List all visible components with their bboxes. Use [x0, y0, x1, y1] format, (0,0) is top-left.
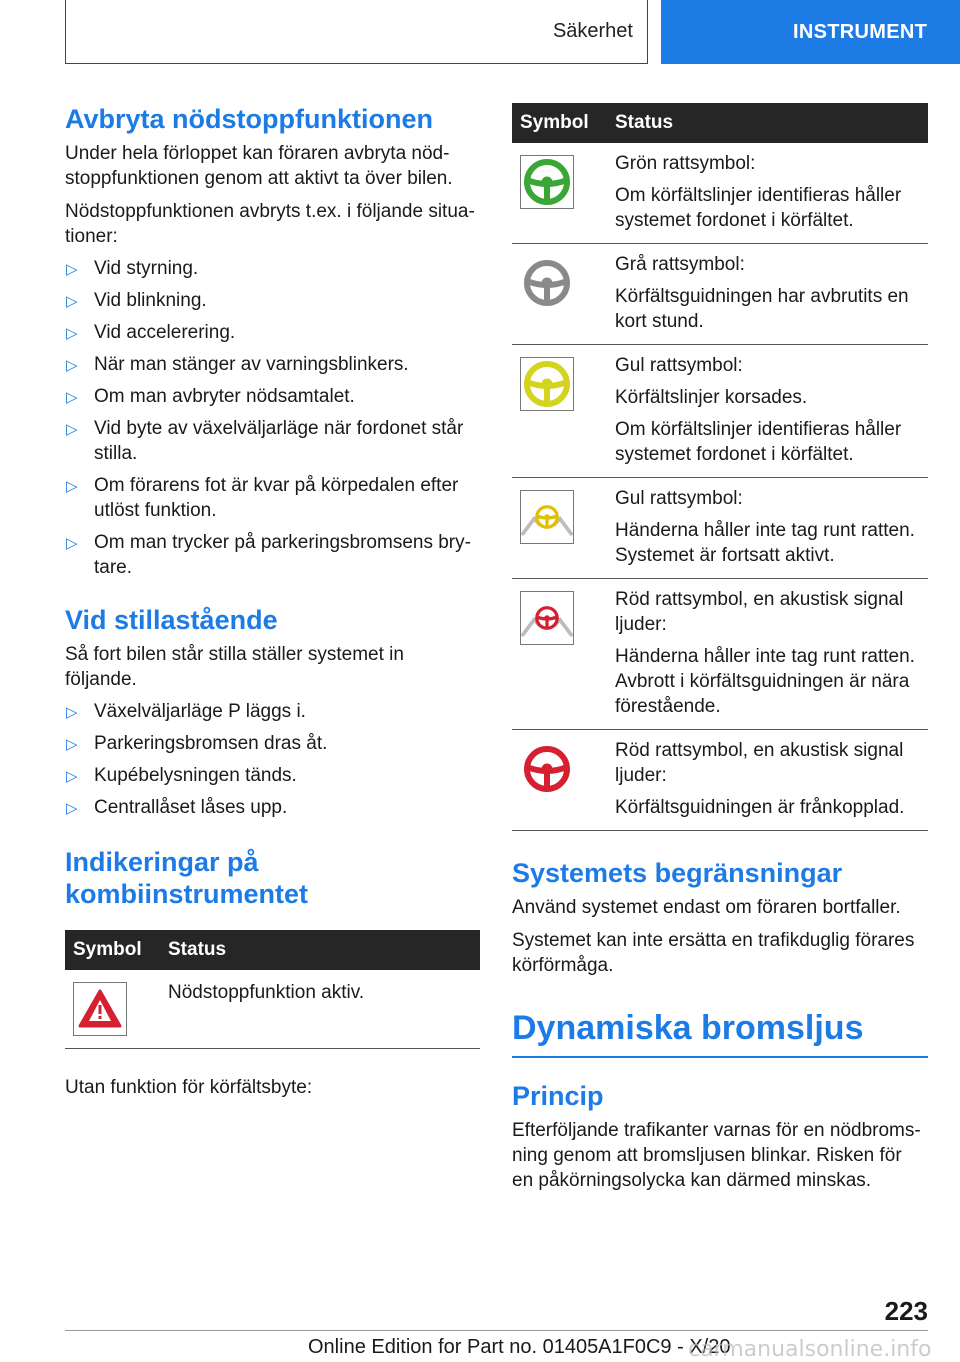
right-column [512, 103, 928, 1193]
list-item [65, 288, 480, 313]
bullet-triangle-icon: ▷ [66, 389, 78, 406]
standstill-paragraph: Så fort bilen står stilla ställer systemet in följande. [65, 644, 404, 690]
steering-wheel-gray-icon [520, 256, 574, 310]
principle-paragraph: Efterföljande trafikanter varnas för en nödbroms-ning genom att bromsljusen blinkar. Risken för en påkörningsolycka kan därmed minskas. [512, 1120, 921, 1191]
table-row [512, 730, 928, 831]
status-line: Händerna håller inte tag runt ratten. Avbrott i körfältsguidningen är nära förestående. [615, 646, 915, 717]
list-item [65, 731, 480, 756]
list-item-text: Om man avbryter nödsamtalet. [94, 386, 355, 407]
steering-wheel-hands-red-icon [520, 591, 574, 645]
brake-lights-heading: Dynamiska bromsljus [512, 1006, 928, 1058]
bullet-triangle-icon: ▷ [66, 768, 78, 785]
list-item-text: Vid styrning. [94, 258, 199, 279]
section-tab[interactable] [65, 0, 648, 64]
list-item-text: Växelväljarläge P läggs i. [94, 701, 306, 722]
emergency-stop-table [65, 930, 480, 1049]
bullet-triangle-icon: ▷ [66, 535, 78, 552]
standstill-heading: Vid stillastående [65, 605, 278, 635]
list-item-text: Om förarens fot är kvar på körpedalen efter utlöst funktion. [94, 475, 459, 521]
list-item-text: Vid blinkning. [94, 290, 207, 311]
col-symbol: Symbol [65, 930, 160, 970]
status-cell [607, 730, 928, 831]
edition-text: Online Edition for Part no. 01405A1F0C9 - X/20 [308, 1336, 731, 1358]
status-line: Om körfältslinjer identifieras håller systemet fordonet i körfältet. [615, 419, 902, 465]
list-item [65, 352, 480, 377]
steering-wheel-hands-yellow-icon [520, 490, 574, 544]
list-item-text: Parkeringsbromsen dras åt. [94, 733, 328, 754]
table-row [512, 579, 928, 730]
status-line: Om körfältslinjer identifieras håller systemet fordonet i körfältet. [615, 185, 902, 231]
bullet-triangle-icon: ▷ [66, 421, 78, 438]
bullet-triangle-icon: ▷ [66, 357, 78, 374]
list-item [65, 320, 480, 345]
section-tab-label: Säkerhet [552, 20, 633, 42]
chapter-tab-label: INSTRUMENT [793, 20, 928, 43]
steering-wheel-green-icon [520, 155, 574, 209]
page-number: 223 [884, 1296, 928, 1326]
status-line: Körfältsguidningen är frånkopplad. [615, 797, 905, 818]
footer-divider [65, 1330, 928, 1331]
bullet-triangle-icon: ▷ [66, 704, 78, 721]
no-lane-change-text: Utan funktion för körfältsbyte: [65, 1077, 313, 1098]
standstill-list [65, 699, 480, 820]
col-status: Status [160, 930, 480, 970]
lane-guidance-table [512, 103, 928, 831]
status-cell [607, 579, 928, 730]
principle-heading: Princip [512, 1081, 604, 1111]
status-cell [607, 143, 928, 244]
bullet-triangle-icon: ▷ [66, 293, 78, 310]
warning-triangle-icon [73, 982, 127, 1036]
list-item-text: Kupébelysningen tänds. [94, 765, 297, 786]
status-cell [607, 478, 928, 579]
table-row [65, 970, 480, 1049]
list-item [65, 530, 480, 580]
status-line: Grön rattsymbol: [615, 153, 756, 174]
list-item [65, 763, 480, 788]
abort-paragraph-2: Nödstoppfunktionen avbryts t.ex. i följande situa-tioner: [65, 201, 475, 247]
status-line: Röd rattsymbol, en akustisk signal ljuder: [615, 740, 904, 786]
status-cell [607, 244, 928, 345]
col-symbol: Symbol [512, 103, 607, 143]
list-item-text: Vid byte av växelväljarläge när fordonet står stilla. [94, 418, 464, 464]
limits-paragraph-1: Använd systemet endast om föraren bortfaller. [512, 897, 901, 918]
status-cell: Nödstoppfunktion aktiv. [160, 970, 480, 1049]
left-column [65, 103, 480, 1100]
col-status: Status [607, 103, 928, 143]
indicator-heading: Indikeringar på kombiinstrumentet [65, 847, 309, 909]
limits-paragraph-2: Systemet kan inte ersätta en trafikduglig förares körförmåga. [512, 930, 915, 976]
status-line: Gul rattsymbol: [615, 488, 743, 509]
steering-wheel-red-icon [520, 742, 574, 796]
bullet-triangle-icon: ▷ [66, 478, 78, 495]
abort-paragraph-1: Under hela förloppet kan föraren avbryta nöd-stoppfunktionen genom att aktivt ta över bilen. [65, 143, 453, 189]
status-line: Händerna håller inte tag runt ratten. Systemet är fortsatt aktivt. [615, 520, 915, 566]
abort-heading: Avbryta nödstoppfunktionen [65, 104, 433, 134]
list-item-text: Om man trycker på parkeringsbromsens bry-tare. [94, 532, 471, 578]
status-line: Röd rattsymbol, en akustisk signal ljuder: [615, 589, 904, 635]
list-item-text: Centrallåset låses upp. [94, 797, 288, 818]
bullet-triangle-icon: ▷ [66, 261, 78, 278]
list-item [65, 473, 480, 523]
list-item-text: Vid accelerering. [94, 322, 236, 343]
status-cell [607, 345, 928, 478]
abort-list [65, 256, 480, 580]
status-line: Grå rattsymbol: [615, 254, 745, 275]
status-line: Körfältslinjer korsades. [615, 387, 808, 408]
limits-heading: Systemets begränsningar [512, 858, 843, 888]
table-row [512, 478, 928, 579]
bullet-triangle-icon: ▷ [66, 736, 78, 753]
table-row [512, 143, 928, 244]
chapter-tab[interactable] [661, 0, 960, 64]
bullet-triangle-icon: ▷ [66, 325, 78, 342]
list-item-text: När man stänger av varningsblinkers. [94, 354, 409, 375]
list-item [65, 699, 480, 724]
table-row [512, 345, 928, 478]
list-item [65, 795, 480, 820]
list-item [65, 416, 480, 466]
list-item [65, 384, 480, 409]
watermark-text: carmanualsonline.info [688, 1337, 932, 1362]
table-row [512, 244, 928, 345]
status-line: Gul rattsymbol: [615, 355, 743, 376]
steering-wheel-yellow-icon [520, 357, 574, 411]
bullet-triangle-icon: ▷ [66, 800, 78, 817]
status-line: Körfältsguidningen har avbrutits en kort stund. [615, 286, 909, 332]
list-item [65, 256, 480, 281]
